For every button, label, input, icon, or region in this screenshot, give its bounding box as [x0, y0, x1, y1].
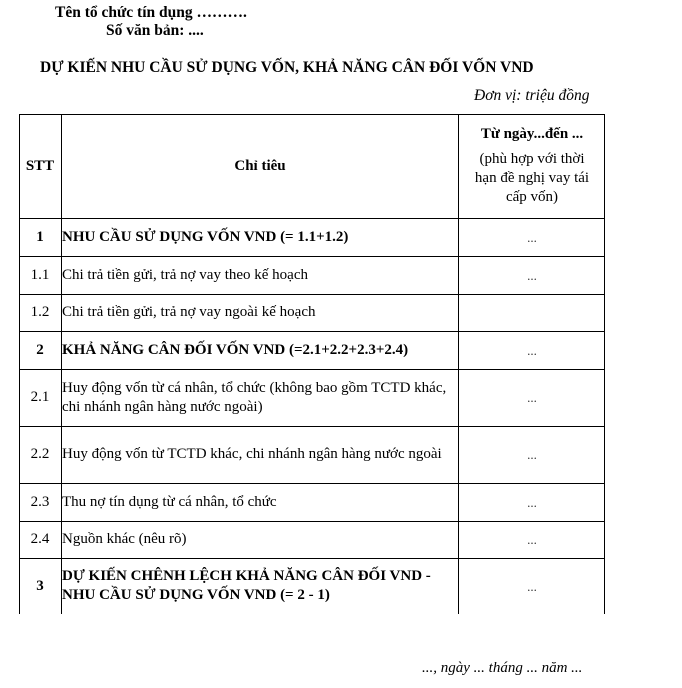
row-name: KHẢ NĂNG CÂN ĐỐI VỐN VND (=2.1+2.2+2.3+2.4): [62, 341, 409, 358]
row-value: [459, 294, 605, 331]
row-stt: 3: [36, 577, 44, 594]
capital-balance-table: [19, 114, 605, 614]
document-number-line: Số văn bản: ....: [106, 22, 204, 39]
row-name: Thu nợ tín dụng từ cá nhân, tổ chức: [62, 493, 277, 510]
row-name: Nguồn khác (nêu rõ): [62, 531, 187, 547]
row-name: Huy động vốn từ TCTD khác, chi nhánh ngân hàng nước ngoài: [62, 446, 442, 462]
row-name: Chi trả tiền gửi, trả nợ vay theo kế hoạch: [62, 266, 308, 283]
header-value-title: Từ ngày...đến ...: [480, 126, 584, 142]
row-name: Huy động vốn từ cá nhân, tổ chức (không bao gồm TCTD khác, chi nhánh ngân hàng nước ngoài): [62, 379, 447, 415]
row-stt: 2.1: [30, 389, 50, 405]
row-stt: 2.2: [30, 446, 50, 462]
organization-name-line: Tên tổ chức tín dụng ……….: [55, 4, 247, 21]
row-name: DỰ KIẾN CHÊNH LỆCH KHẢ NĂNG CÂN ĐỐI VND - NHU CẦU SỬ DỤNG VỐN VND (= 2 - 1): [62, 568, 431, 603]
row-value: ...: [527, 342, 537, 358]
date-line: ..., ngày ... tháng ... năm ...: [422, 660, 583, 676]
header-name: Chỉ tiêu: [234, 157, 286, 174]
row-value: ...: [527, 267, 537, 283]
row-name: Chi trả tiền gửi, trả nợ vay ngoài kế hoạch: [62, 304, 316, 320]
header-value: [459, 114, 605, 218]
row-value: ...: [527, 229, 537, 245]
row-value: ...: [527, 494, 537, 510]
row-stt: 2.4: [30, 531, 50, 547]
row-stt: 1.2: [30, 304, 50, 320]
row-stt: 1.1: [30, 266, 50, 283]
row-value: ...: [527, 578, 537, 594]
row-stt: 2: [36, 341, 44, 358]
row-stt: 2.3: [30, 493, 50, 510]
header-stt: STT: [25, 157, 55, 174]
row-value: ...: [527, 390, 537, 405]
unit-label: Đơn vị: triệu đồng: [474, 87, 590, 104]
row-name: NHU CẦU SỬ DỤNG VỐN VND (= 1.1+1.2): [62, 228, 349, 245]
row-value: ...: [527, 532, 537, 547]
header-value-note: (phù hợp với thời hạn đề nghị vay tái cấp vốn): [474, 151, 590, 205]
document-title: DỰ KIẾN NHU CẦU SỬ DỤNG VỐN, KHẢ NĂNG CÂN ĐỐI VỐN VND: [40, 59, 534, 76]
row-stt: 1: [36, 228, 44, 245]
row-value: ...: [527, 447, 537, 462]
